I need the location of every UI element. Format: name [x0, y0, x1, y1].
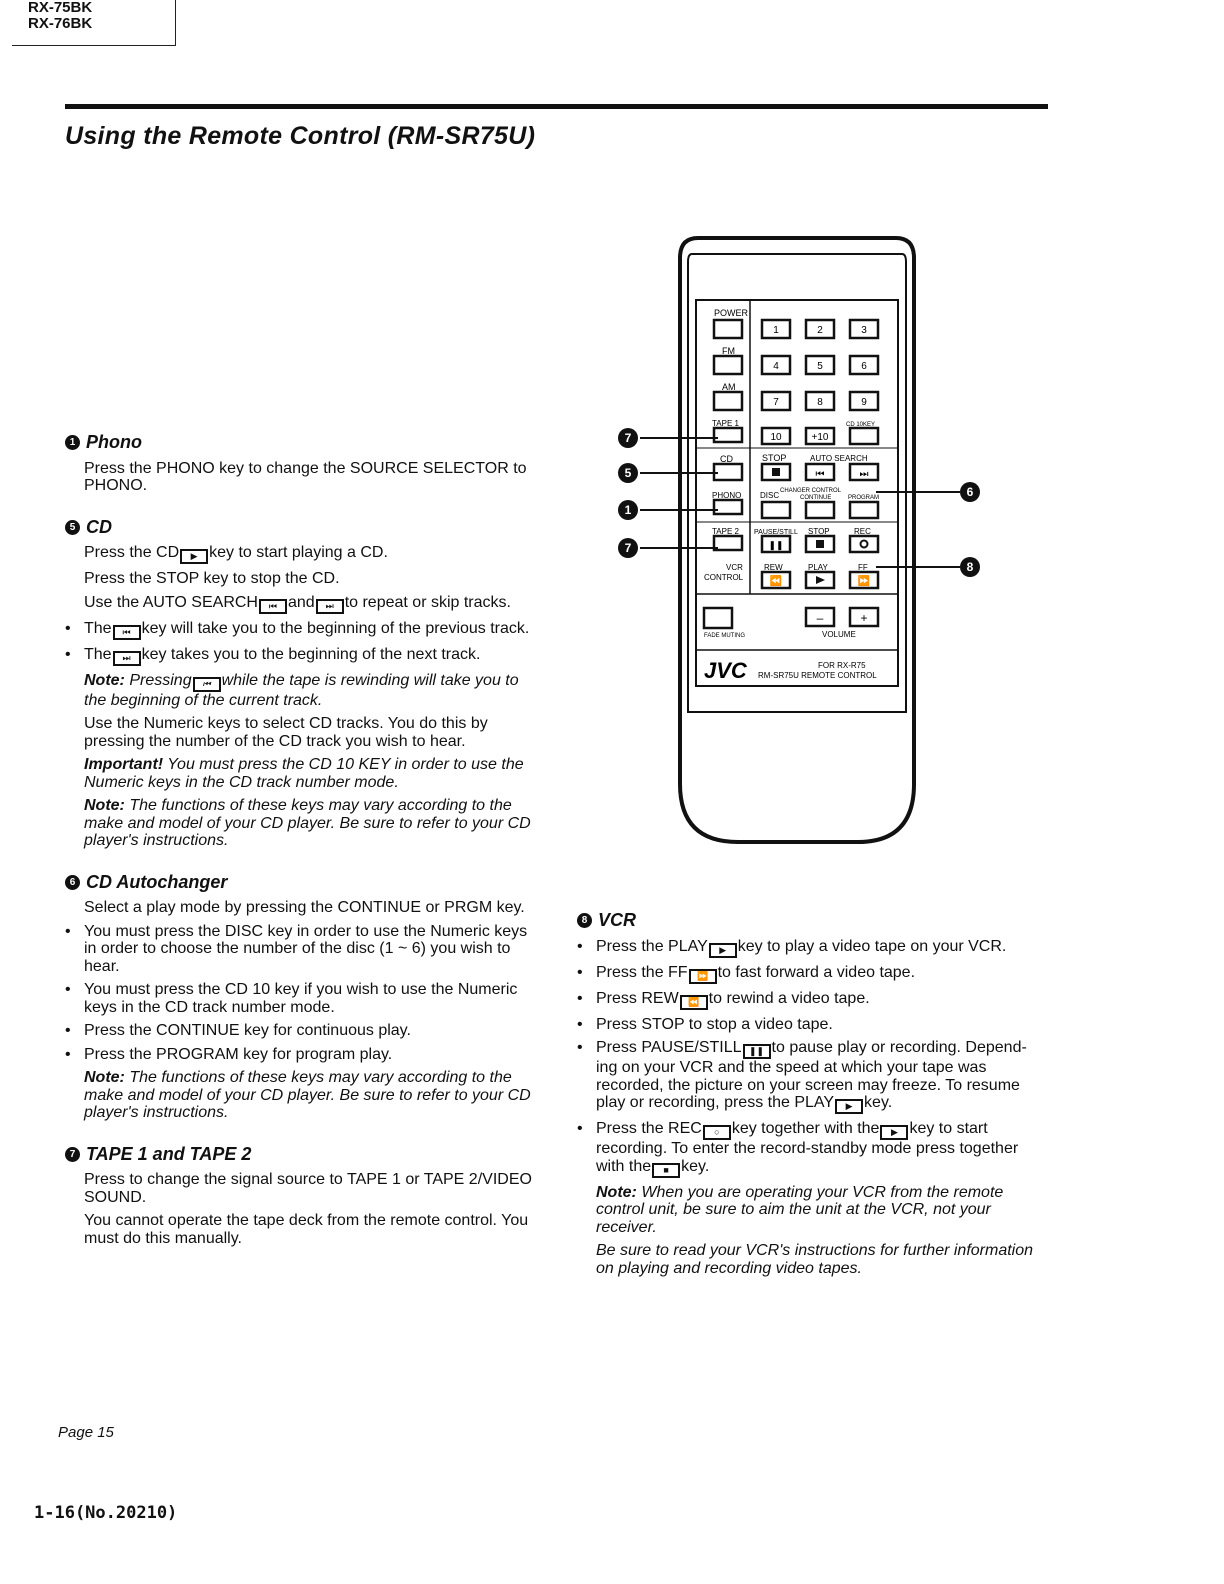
cd-search-text [84, 594, 535, 614]
cd-bullet-prev-a: The [84, 619, 112, 637]
tape1-label: TAPE 1 [712, 419, 739, 428]
numeric-key-3-label: 3 [861, 325, 867, 336]
cd-note-1-b: while the tape is rewinding will take you to the beginning of the current track. [84, 671, 519, 709]
callout-line [640, 472, 718, 474]
control-label: CONTROL [704, 573, 744, 582]
cd-search-b: and [287, 593, 315, 611]
rewind-key-icon: ⏪ [680, 995, 708, 1010]
jvc-logo: JVC [704, 658, 747, 683]
cd-bullet-next [65, 646, 535, 666]
cd-play-a: Press the CD [84, 544, 180, 561]
cd-note-2 [84, 797, 535, 850]
cd-note-1 [84, 672, 535, 710]
vcr-bullet-stop: • Press STOP to stop a video tape. [577, 1016, 1037, 1034]
cd-10key-label: CD 10KEY [846, 422, 876, 428]
autochanger-number: 6 [65, 875, 80, 890]
phono-number: 1 [65, 435, 80, 450]
right-column [577, 912, 1037, 1283]
remote-for-model: FOR RX-R75 [818, 661, 866, 670]
play-key-icon: ▶ [835, 1099, 863, 1114]
phono-label: PHONO [712, 491, 742, 500]
skip-back-icon: ⏮ [815, 469, 825, 480]
pause-still-label: PAUSE/STILL [754, 529, 798, 536]
stop-icon [816, 540, 824, 548]
volume-down-label: – [816, 611, 824, 625]
phono-heading [65, 434, 535, 452]
skip-back-key-icon: ⏮ [193, 677, 221, 692]
numeric-key-2-label: 2 [817, 325, 823, 336]
vcr-label: VCR [726, 563, 743, 572]
auto-search-label: AUTO SEARCH [810, 454, 868, 463]
cd-important-label: Important! [84, 756, 164, 773]
model-number-box [12, 0, 176, 46]
title-rule [65, 104, 1048, 109]
vcr-heading-text: VCR [598, 910, 637, 930]
stop-key-icon: ■ [652, 1163, 680, 1178]
phono-heading-text: Phono [86, 432, 142, 452]
cd-play-text [84, 544, 535, 564]
numeric-key-plus10-label: +10 [811, 432, 829, 443]
vcr-play-b: key to play a video tape on your VCR. [737, 937, 1007, 955]
autochanger-bullet-2: • You must press the CD 10 key if you wish to use the Numeric keys in the CD track number mode. [65, 981, 535, 1016]
cd-play-b: key to start playing a CD. [209, 544, 388, 561]
fade-muting-label: FADE MUTING [704, 633, 746, 639]
callout-1: 1 [618, 500, 638, 520]
numeric-key-10-label: 10 [770, 432, 782, 443]
page-title: Using the Remote Control (RM-SR75U) [65, 122, 536, 150]
tape-heading-text: TAPE 1 and TAPE 2 [86, 1143, 252, 1164]
document-code: 1-16(No.20210) [34, 1503, 178, 1523]
vcr-bullet-rew [577, 990, 1037, 1010]
vcr-pause-b: to pause play or recording. Depend-ing on your VCR and the speed at which your tape was recorded, the picture on your screen may freeze. To resume play or recording, press the PLAY [596, 1039, 1027, 1111]
fm-label: FM [722, 346, 735, 356]
vcr-bullet-ff [577, 964, 1037, 984]
cd-note-1-label: Note: [84, 671, 125, 689]
callout-line [640, 437, 718, 439]
cd-important [84, 756, 535, 791]
tape-heading [65, 1143, 535, 1164]
rewind-icon: ⏪ [769, 576, 783, 587]
cd-stop-text: Press the STOP key to stop the CD. [84, 570, 340, 587]
cd-note-2-text: The functions of these keys may vary according to the make and model of your CD player. Be sure to refer to your CD player's instructions. [84, 797, 531, 849]
power-label: POWER [714, 308, 749, 318]
vcr-rec-b: key together with the [731, 1120, 880, 1137]
callout-6: 6 [960, 482, 980, 502]
callout-line [876, 566, 960, 568]
autochanger-note-label: Note: [84, 1069, 125, 1086]
autochanger-bullet-4: • Press the PROGRAM key for program play. [65, 1046, 535, 1064]
rec-label: REC [854, 527, 871, 536]
volume-label: VOLUME [822, 630, 856, 639]
vcr-rec-d: key. [681, 1157, 710, 1175]
callout-7-bottom: 7 [618, 538, 638, 558]
callout-8: 8 [960, 557, 980, 577]
callout-line [640, 547, 718, 549]
model-number-1: RX-75BK [28, 0, 93, 16]
stop2-label: STOP [808, 527, 830, 536]
rew-label: REW [764, 563, 783, 572]
autochanger-bullet-1: • You must press the DISC key in order to use the Numeric keys in order to choose the number of the disc (1 ~ 6) you wish to hear. [65, 923, 535, 976]
autochanger-heading-text: CD Autochanger [86, 871, 228, 892]
vcr-pause-c: key. [864, 1094, 893, 1111]
play-key-icon: ▶ [709, 943, 737, 958]
stop-label: STOP [762, 453, 787, 463]
tape-text-1: Press to change the signal source to TAPE 1 or TAPE 2/VIDEO SOUND. [84, 1171, 532, 1206]
tape2-label: TAPE 2 [712, 527, 739, 536]
cd-important-text: You must press the CD 10 KEY in order to use the Numeric keys in the CD track number mode. [84, 756, 524, 791]
continue-label: CONTINUE [800, 495, 832, 501]
vcr-play-a: Press the PLAY [596, 937, 708, 955]
skip-forward-key-icon: ⏭ [316, 599, 344, 614]
am-label: AM [722, 382, 736, 392]
vcr-bullet-rec [577, 1120, 1037, 1178]
cd-note-1-a: Pressing [129, 671, 192, 689]
vcr-bullet-play [577, 938, 1037, 958]
ff-label: FF [858, 563, 868, 572]
pause-key-icon: ❚❚ [743, 1044, 771, 1059]
vcr-note [596, 1184, 1037, 1237]
vcr-heading [577, 912, 1037, 930]
phono-text: Press the PHONO key to change the SOURCE SELECTOR to PHONO. [84, 459, 527, 494]
cd-search-c: to repeat or skip tracks. [344, 593, 511, 611]
vcr-ff-b: to fast forward a video tape. [717, 963, 916, 981]
cd-number: 5 [65, 520, 80, 535]
changer-control-label: CHANGER CONTROL [780, 488, 842, 494]
autochanger-note [84, 1069, 535, 1122]
skip-back-key-icon: ⏮ [259, 599, 287, 614]
callout-7-top: 7 [618, 428, 638, 448]
cd-bullet-prev-b: key will take you to the beginning of the previous track. [141, 619, 530, 637]
vcr-rew-a: Press REW [596, 989, 679, 1007]
vcr-bullet-pause [577, 1039, 1037, 1114]
play-key-icon: ▶ [880, 1125, 908, 1140]
tape-text-2: You cannot operate the tape deck from the remote control. You must do this manually. [84, 1212, 529, 1247]
numeric-key-1-label: 1 [773, 325, 779, 336]
autochanger-note-text: The functions of these keys may vary according to the make and model of your CD player. Be sure to refer to your CD player's instructions. [84, 1069, 531, 1121]
numeric-key-4-label: 4 [773, 361, 779, 372]
cd-bullet-next-b: key takes you to the beginning of the next track. [141, 645, 481, 663]
autochanger-text: Select a play mode by pressing the CONTINUE or PRGM key. [84, 899, 525, 916]
pause-icon: ❚❚ [768, 540, 784, 550]
play-label: PLAY [808, 563, 828, 572]
fast-forward-key-icon: ⏩ [689, 969, 717, 984]
tape-number: 7 [65, 1147, 80, 1162]
vcr-rec-c: key to start recording. To enter the record-standby mode press together with the [596, 1120, 1019, 1175]
numeric-key-5-label: 5 [817, 361, 823, 372]
record-key-icon: ○ [703, 1125, 731, 1140]
vcr-note-text: When you are operating your VCR from the remote control unit, be sure to aim the unit at the VCR, not your receiver. [596, 1183, 1004, 1236]
vcr-pause-a: Press PAUSE/STILL [596, 1039, 742, 1056]
vcr-rew-b: to rewind a video tape. [708, 989, 870, 1007]
cd-numeric-text: Use the Numeric keys to select CD tracks. You do this by pressing the number of the CD track you wish to hear. [84, 715, 488, 750]
remote-control-illustration [678, 232, 916, 844]
callout-line [876, 491, 960, 493]
vcr-number: 8 [577, 913, 592, 928]
skip-forward-key-icon: ⏭ [113, 651, 141, 666]
cd-bullet-next-a: The [84, 645, 112, 663]
skip-forward-icon: ⏭ [859, 469, 869, 480]
vcr-closing-text: Be sure to read your VCR's instructions for further information on playing and recording video tapes. [596, 1242, 1034, 1277]
stop-icon [772, 468, 780, 476]
cd-heading-text: CD [86, 516, 112, 537]
numeric-key-7-label: 7 [773, 397, 779, 408]
autochanger-heading [65, 871, 535, 892]
page-number: Page 15 [58, 1424, 114, 1441]
numeric-key-6-label: 6 [861, 361, 867, 372]
callout-line [640, 509, 718, 511]
play-key-icon: ▶ [180, 549, 208, 564]
cd-bullet-prev [65, 620, 535, 640]
remote-model-name: RM-SR75U REMOTE CONTROL [758, 671, 877, 680]
left-column [65, 434, 535, 1253]
cd-search-a: Use the AUTO SEARCH [84, 593, 258, 611]
disc-label: DISC [760, 491, 780, 500]
model-number-2: RX-76BK [28, 15, 93, 32]
callout-5: 5 [618, 463, 638, 483]
vcr-ff-a: Press the FF [596, 963, 688, 981]
cd-heading [65, 516, 535, 537]
program-label: PROGRAM [848, 495, 880, 501]
vcr-note-label: Note: [596, 1183, 637, 1201]
numeric-key-9-label: 9 [861, 397, 867, 408]
vcr-rec-a: Press the REC [596, 1120, 702, 1137]
skip-back-key-icon: ⏮ [113, 625, 141, 640]
numeric-key-8-label: 8 [817, 397, 823, 408]
autochanger-bullet-3: • Press the CONTINUE key for continuous play. [65, 1022, 535, 1040]
cd-label: CD [720, 454, 733, 464]
cd-note-2-label: Note: [84, 797, 125, 814]
volume-up-label: + [860, 611, 868, 625]
fast-forward-icon: ⏩ [857, 576, 871, 587]
